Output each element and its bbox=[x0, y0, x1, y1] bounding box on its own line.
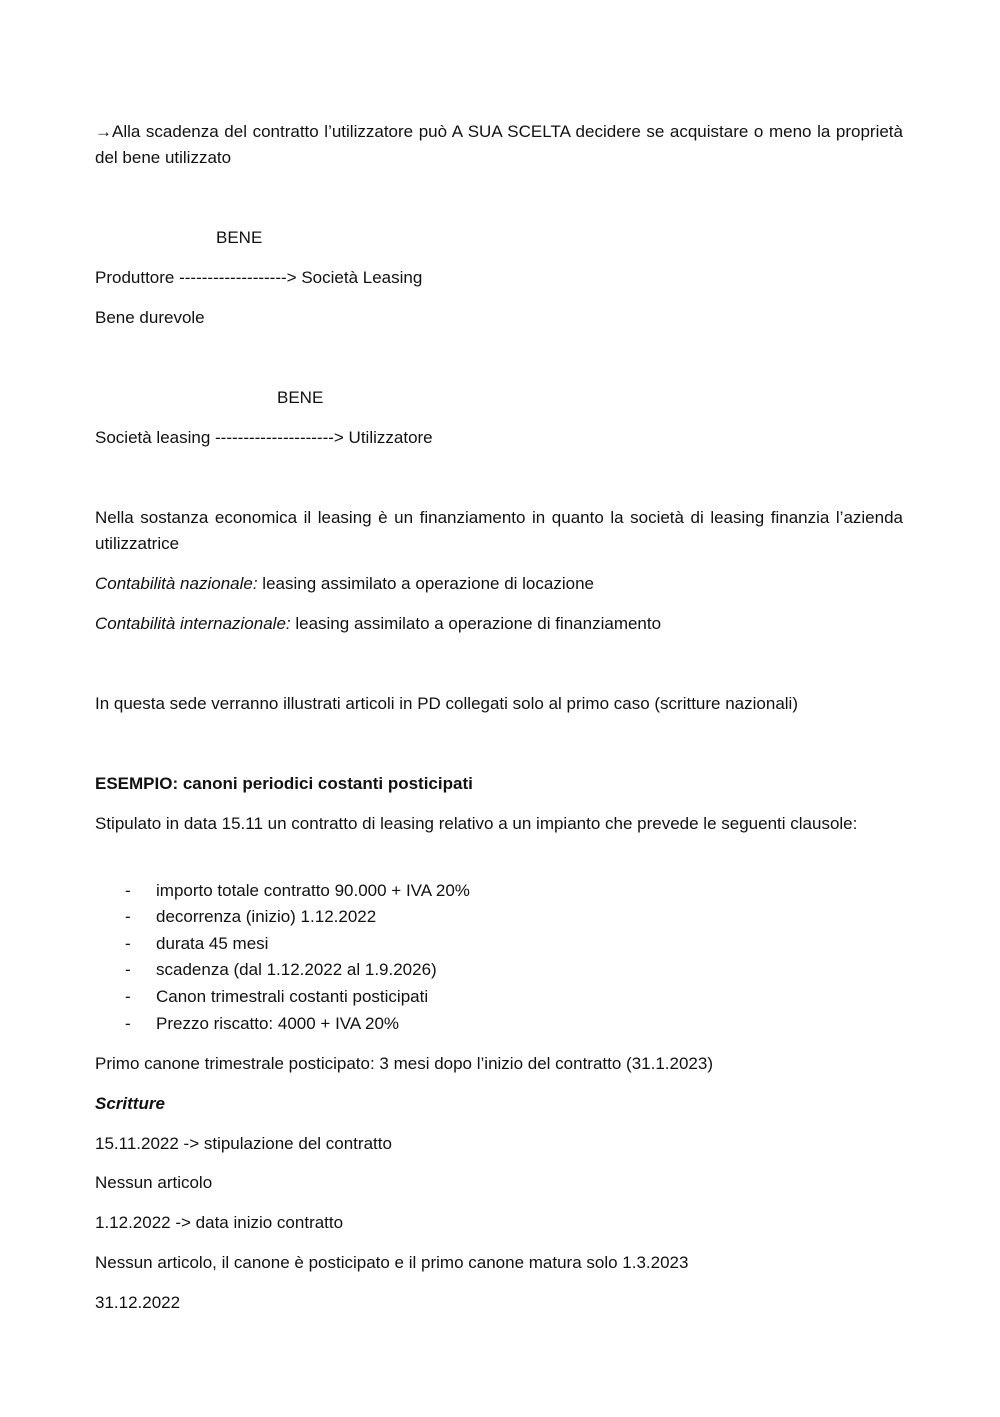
list-bullet: - bbox=[125, 987, 131, 1006]
paragraph-in-questa-sede: In questa sede verranno illustrati articoli in PD collegati solo al primo caso (scritture nazionali) bbox=[95, 694, 798, 713]
contabilita-internazionale-text: leasing assimilato a operazione di finanziamento bbox=[290, 614, 662, 633]
diagram2-label: BENE bbox=[277, 388, 324, 407]
scritture-heading: Scritture bbox=[95, 1094, 165, 1113]
paragraph-scadenza: →Alla scadenza del contratto l’utilizzatore può A SUA SCELTA decidere se acquistare o meno la proprietà del bene utilizzato bbox=[95, 122, 903, 167]
example-intro: Stipulato in data 15.11 un contratto di leasing relativo a un impianto che prevede le seguenti clausole: bbox=[95, 814, 858, 833]
diagram1-note: Bene durevole bbox=[95, 308, 205, 327]
list-bullet: - bbox=[125, 907, 131, 926]
list-bullet: - bbox=[125, 934, 131, 953]
diagram2-flow: Società leasing ---------------------> Utilizzatore bbox=[95, 428, 433, 447]
list-item-text: durata 45 mesi bbox=[156, 934, 269, 953]
diagram1-flow: Produttore -------------------> Società Leasing bbox=[95, 268, 423, 287]
list-bullet: - bbox=[125, 960, 131, 979]
contabilita-internazionale-label: Contabilità internazionale: bbox=[95, 614, 291, 633]
scritture-line: Nessun articolo, il canone è posticipato e il primo canone matura solo 1.3.2023 bbox=[95, 1253, 689, 1272]
list-bullet: - bbox=[125, 881, 131, 900]
first-fee-line: Primo canone trimestrale posticipato: 3 mesi dopo l’inizio del contratto (31.1.2023) bbox=[95, 1054, 713, 1073]
contabilita-nazionale bbox=[95, 571, 594, 597]
scritture-line: 31.12.2022 bbox=[95, 1293, 181, 1312]
list-item-text: scadenza (dal 1.12.2022 al 1.9.2026) bbox=[156, 960, 437, 979]
list-item-text: importo totale contratto 90.000 + IVA 20% bbox=[156, 881, 470, 900]
list-bullet: - bbox=[125, 1014, 131, 1033]
list-item-text: decorrenza (inizio) 1.12.2022 bbox=[156, 907, 377, 926]
contabilita-nazionale-label: Contabilità nazionale: bbox=[95, 574, 258, 593]
scritture-line: Nessun articolo bbox=[95, 1173, 213, 1192]
scritture-line: 1.12.2022 -> data inizio contratto bbox=[95, 1213, 344, 1232]
contabilita-internazionale bbox=[95, 611, 661, 637]
paragraph-sostanza-economica: Nella sostanza economica il leasing è un finanziamento in quanto la società di leasing finanzia l’azienda utilizzatrice bbox=[95, 508, 903, 553]
contabilita-nazionale-text: leasing assimilato a operazione di locazione bbox=[257, 574, 594, 593]
diagram1-label: BENE bbox=[216, 228, 263, 247]
list-item-text: Canon trimestrali costanti posticipati bbox=[156, 987, 429, 1006]
list-item-text: Prezzo riscatto: 4000 + IVA 20% bbox=[156, 1014, 400, 1033]
scritture-line: 15.11.2022 -> stipulazione del contratto bbox=[95, 1134, 392, 1153]
example-heading: ESEMPIO: canoni periodici costanti posticipati bbox=[95, 774, 473, 793]
